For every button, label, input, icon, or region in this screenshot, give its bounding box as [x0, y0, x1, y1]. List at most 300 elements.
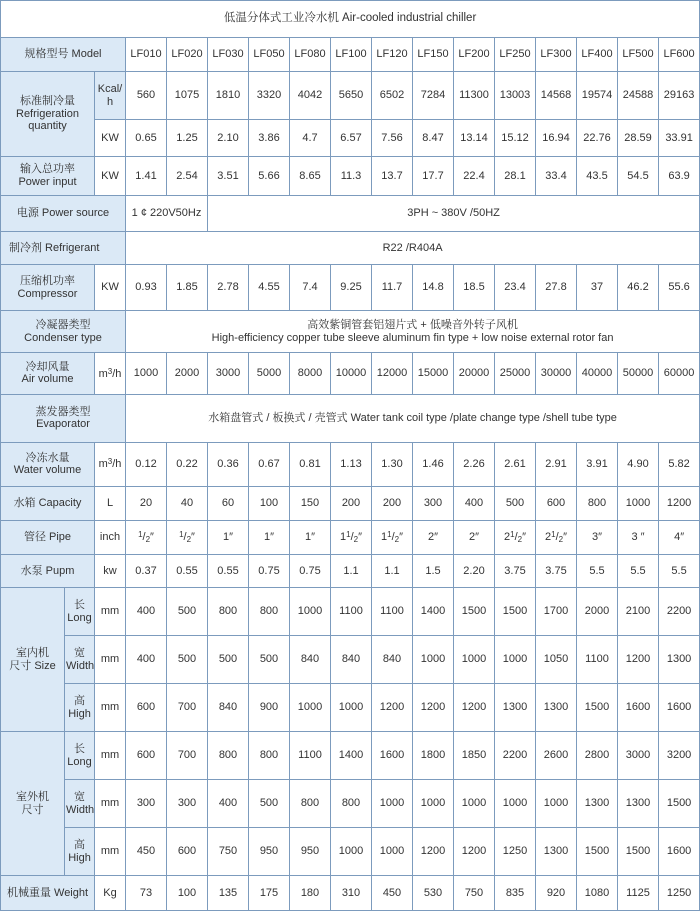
- outdoor-dimension-cell: 1000: [413, 780, 454, 828]
- pipe-whole: 1: [304, 531, 312, 544]
- compressor-cell: 4.55: [249, 265, 290, 311]
- water-volume-cell: 5.82: [659, 442, 700, 486]
- pipe-mark: ″: [150, 531, 154, 544]
- outdoor-dimension-cell: 1500: [577, 828, 618, 876]
- outdoor-dimension-cell: 1300: [577, 780, 618, 828]
- outdoor-dimension-cell: 1200: [413, 828, 454, 876]
- weight-cell: 180: [290, 876, 331, 911]
- model-cell: LF400: [577, 37, 618, 71]
- power-input-label-en: Power input: [18, 175, 77, 188]
- kw-cell: 6.57: [331, 120, 372, 157]
- kcal-unit-a: Kcal/: [97, 82, 123, 95]
- pipe-den: 2: [145, 535, 151, 545]
- indoor-dimension-cell: 1000: [331, 684, 372, 732]
- refrigerant-row: [1, 231, 700, 264]
- outdoor-dimension-cell: 300: [126, 780, 167, 828]
- model-cell: LF080: [290, 37, 331, 71]
- power-input-label: [1, 156, 95, 196]
- outdoor-dimension-unit: mm: [95, 828, 126, 876]
- indoor-dimension-cell: 1300: [495, 684, 536, 732]
- indoor-label-cn: 室内机: [16, 646, 49, 659]
- power-input-cell: 5.66: [249, 156, 290, 196]
- outdoor-dimension-unit: mm: [95, 780, 126, 828]
- pipe-mark: ″: [640, 531, 645, 544]
- air-volume-cell: 5000: [249, 353, 290, 395]
- pipe-slash: /: [142, 531, 146, 544]
- pipe-den: 2: [353, 535, 359, 545]
- evaporator-label: [1, 394, 126, 442]
- refrigerant-label: 制冷剂 Refrigerant: [1, 231, 126, 264]
- weight-cell: 530: [413, 876, 454, 911]
- kcal-cell: 3320: [249, 72, 290, 120]
- air-volume-label-cn: 冷却风量: [25, 360, 70, 373]
- pump-cell: 5.5: [577, 554, 618, 587]
- pipe-num: 1: [551, 530, 556, 540]
- indoor-dimension-cell: 400: [126, 588, 167, 636]
- air-volume-unit: [95, 353, 126, 395]
- water-volume-cell: 0.22: [167, 442, 208, 486]
- condenser-label-en: Condenser type: [24, 331, 102, 344]
- air-volume-row: [1, 353, 700, 395]
- pipe-cell: [454, 521, 495, 554]
- capacity-cell: 200: [331, 486, 372, 520]
- outdoor-dimension-cell: 1000: [536, 780, 577, 828]
- power-input-cell: 28.1: [495, 156, 536, 196]
- power-input-cell: 54.5: [618, 156, 659, 196]
- pipe-mark: ″: [563, 531, 567, 544]
- compressor-cell: 55.6: [659, 265, 700, 311]
- pump-cell: 0.55: [208, 554, 249, 587]
- power-input-cell: 43.5: [577, 156, 618, 196]
- kw-cell: 7.56: [372, 120, 413, 157]
- model-cell: LF050: [249, 37, 290, 71]
- compressor-cell: 1.85: [167, 265, 208, 311]
- model-cell: LF120: [372, 37, 413, 71]
- power-input-cell: 3.51: [208, 156, 249, 196]
- indoor-label-en: 尺寸 Size: [9, 659, 56, 672]
- pump-cell: 0.75: [290, 554, 331, 587]
- indoor-dimension-cell: 500: [249, 636, 290, 684]
- power-input-label-cn: 输入总功率: [20, 163, 75, 176]
- outdoor-dimension-cell: 800: [331, 780, 372, 828]
- refrigerant-value: R22 /R404A: [126, 231, 700, 264]
- water-volume-cell: 1.30: [372, 442, 413, 486]
- pipe-num: 1: [179, 530, 184, 540]
- outdoor-dimension-cell: 300: [167, 780, 208, 828]
- water-volume-cell: 0.12: [126, 442, 167, 486]
- pipe-num: 1: [510, 530, 515, 540]
- air-volume-cell: 60000: [659, 353, 700, 395]
- model-cell: LF600: [659, 37, 700, 71]
- weight-cell: 175: [249, 876, 290, 911]
- indoor-dimension-cell: 1200: [454, 684, 495, 732]
- water-volume-cell: 2.26: [454, 442, 495, 486]
- air-volume-cell: 2000: [167, 353, 208, 395]
- outdoor-dimension-unit: mm: [95, 732, 126, 780]
- pump-cell: 1.1: [372, 554, 413, 587]
- indoor-dimension-cell: 800: [208, 588, 249, 636]
- power-source-three: 3PH ~ 380V /50HZ: [208, 196, 700, 232]
- power-source-row: [1, 196, 700, 232]
- outdoor-width-row: [1, 780, 700, 828]
- pipe-cell: [249, 521, 290, 554]
- pipe-mark: ″: [598, 531, 603, 544]
- water-volume-cell: 0.36: [208, 442, 249, 486]
- outdoor-dimension-cell: 1500: [618, 828, 659, 876]
- indoor-dimension-cell: 1300: [659, 636, 700, 684]
- evaporator-row: [1, 394, 700, 442]
- model-cell: LF250: [495, 37, 536, 71]
- condenser-label: [1, 311, 126, 353]
- outdoor-dimension-label: [65, 780, 95, 828]
- outdoor-dimension-cell: 1200: [454, 828, 495, 876]
- pipe-cell: [495, 521, 536, 554]
- model-row: [1, 37, 700, 71]
- air-volume-unit-a: m: [98, 367, 108, 380]
- pipe-mark: ″: [434, 531, 439, 544]
- pump-cell: 3.75: [495, 554, 536, 587]
- weight-unit: Kg: [95, 876, 126, 911]
- power-source-single: 1 ¢ 220V50Hz: [126, 196, 208, 232]
- kcal-cell: 14568: [536, 72, 577, 120]
- outdoor-dimension-label-en: Long: [67, 755, 92, 768]
- refrigeration-kw-row: [1, 120, 700, 157]
- weight-cell: 73: [126, 876, 167, 911]
- power-source-label: 电源 Power source: [1, 196, 126, 232]
- air-volume-cell: 30000: [536, 353, 577, 395]
- pipe-mark: ″: [311, 531, 316, 544]
- outdoor-dimension-cell: 2600: [536, 732, 577, 780]
- pipe-mark: ″: [229, 531, 234, 544]
- indoor-dimension-label-en: High: [68, 707, 91, 720]
- pipe-whole: 2: [427, 531, 435, 544]
- air-volume-cell: 12000: [372, 353, 413, 395]
- outdoor-dimension-cell: 1600: [372, 732, 413, 780]
- outdoor-dimension-cell: 800: [208, 732, 249, 780]
- pump-cell: 1.5: [413, 554, 454, 587]
- indoor-dimension-unit: mm: [95, 684, 126, 732]
- model-cell: LF020: [167, 37, 208, 71]
- indoor-dimension-cell: 840: [331, 636, 372, 684]
- indoor-dimension-cell: 1300: [536, 684, 577, 732]
- outdoor-dimension-cell: 2200: [495, 732, 536, 780]
- compressor-cell: 7.4: [290, 265, 331, 311]
- model-cell: LF300: [536, 37, 577, 71]
- kcal-cell: 4042: [290, 72, 331, 120]
- capacity-unit: L: [95, 486, 126, 520]
- kcal-cell: 1075: [167, 72, 208, 120]
- water-volume-cell: 1.13: [331, 442, 372, 486]
- pipe-cell: [618, 521, 659, 554]
- outdoor-dimension-cell: 600: [126, 732, 167, 780]
- kcal-cell: 29163: [659, 72, 700, 120]
- indoor-dimension-cell: 900: [249, 684, 290, 732]
- capacity-cell: 200: [372, 486, 413, 520]
- water-volume-cell: 2.91: [536, 442, 577, 486]
- indoor-dimension-cell: 1000: [495, 636, 536, 684]
- pipe-cell: [372, 521, 413, 554]
- air-volume-cell: 25000: [495, 353, 536, 395]
- compressor-cell: 27.8: [536, 265, 577, 311]
- water-volume-label-cn: 冷冻水量: [25, 451, 70, 464]
- pipe-cell: [659, 521, 700, 554]
- kw-cell: 8.47: [413, 120, 454, 157]
- compressor-unit: KW: [95, 265, 126, 311]
- indoor-width-row: [1, 636, 700, 684]
- weight-cell: 1080: [577, 876, 618, 911]
- indoor-dimension-cell: 1050: [536, 636, 577, 684]
- outdoor-dimension-cell: 950: [290, 828, 331, 876]
- pipe-mark: ″: [358, 531, 362, 544]
- pipe-num: 1: [387, 530, 392, 540]
- outdoor-dimension-cell: 450: [126, 828, 167, 876]
- weight-cell: 135: [208, 876, 249, 911]
- compressor-label: [1, 265, 95, 311]
- model-cell: LF030: [208, 37, 249, 71]
- compressor-cell: 23.4: [495, 265, 536, 311]
- indoor-dimension-cell: 840: [290, 636, 331, 684]
- outdoor-label-cn: 室外机: [16, 791, 49, 804]
- power-input-unit: KW: [95, 156, 126, 196]
- indoor-dimension-label: [65, 636, 95, 684]
- kw-cell: 16.94: [536, 120, 577, 157]
- pipe-den: 2: [517, 535, 523, 545]
- outdoor-dimension-cell: 1000: [495, 780, 536, 828]
- water-volume-row: [1, 442, 700, 486]
- pipe-cell: [536, 521, 577, 554]
- pipe-label: 管径 Pipe: [1, 521, 95, 554]
- water-volume-unit-a: m: [98, 458, 108, 471]
- pump-unit: kw: [95, 554, 126, 587]
- weight-cell: 1125: [618, 876, 659, 911]
- condenser-row: [1, 311, 700, 353]
- kw-cell: 13.14: [454, 120, 495, 157]
- indoor-dimension-cell: 1200: [413, 684, 454, 732]
- pump-label: 水泵 Pupm: [1, 554, 95, 587]
- outdoor-dimension-label: [65, 732, 95, 780]
- kw-cell: 2.10: [208, 120, 249, 157]
- compressor-cell: 37: [577, 265, 618, 311]
- indoor-dimension-label-cn: 宽: [74, 646, 85, 659]
- compressor-cell: 2.78: [208, 265, 249, 311]
- indoor-dimension-cell: 1600: [659, 684, 700, 732]
- pipe-den: 2: [186, 535, 192, 545]
- water-volume-cell: 4.90: [618, 442, 659, 486]
- capacity-cell: 60: [208, 486, 249, 520]
- outdoor-dimension-label: [65, 828, 95, 876]
- indoor-long-row: [1, 588, 700, 636]
- evaporator-value: 水箱盘管式 / 板换式 / 壳管式 Water tank coil type /plate change type /shell tube type: [126, 394, 700, 442]
- indoor-dimension-cell: 1400: [413, 588, 454, 636]
- pipe-whole: 2: [468, 531, 476, 544]
- outdoor-label-en: 尺寸: [21, 803, 44, 816]
- pipe-row: [1, 521, 700, 554]
- outdoor-dimension-cell: 2800: [577, 732, 618, 780]
- indoor-label: [1, 588, 65, 732]
- capacity-cell: 800: [577, 486, 618, 520]
- outdoor-dimension-label-cn: 长: [74, 743, 85, 756]
- indoor-dimension-unit: mm: [95, 588, 126, 636]
- pipe-mark: ″: [191, 531, 195, 544]
- compressor-cell: 14.8: [413, 265, 454, 311]
- pipe-whole: 1: [381, 531, 388, 544]
- indoor-dimension-cell: 2000: [577, 588, 618, 636]
- pipe-whole: 2: [504, 531, 511, 544]
- indoor-dimension-cell: 400: [126, 636, 167, 684]
- water-volume-cell: 3.91: [577, 442, 618, 486]
- pipe-slash: /: [391, 531, 395, 544]
- outdoor-high-row: [1, 828, 700, 876]
- indoor-dimension-cell: 500: [208, 636, 249, 684]
- compressor-cell: 18.5: [454, 265, 495, 311]
- pump-cell: 0.37: [126, 554, 167, 587]
- pump-cell: 0.55: [167, 554, 208, 587]
- weight-cell: 835: [495, 876, 536, 911]
- pipe-cell: [413, 521, 454, 554]
- pipe-den: 2: [394, 535, 400, 545]
- capacity-cell: 300: [413, 486, 454, 520]
- condenser-label-cn: 冷凝器类型: [35, 318, 91, 331]
- indoor-dimension-cell: 1500: [495, 588, 536, 636]
- model-label: 规格型号 Model: [1, 37, 126, 71]
- indoor-dimension-cell: 500: [167, 588, 208, 636]
- outdoor-dimension-cell: 1400: [331, 732, 372, 780]
- kcal-cell: 19574: [577, 72, 618, 120]
- outdoor-dimension-cell: 700: [167, 732, 208, 780]
- kcal-cell: 11300: [454, 72, 495, 120]
- indoor-dimension-label-en: Long: [67, 611, 92, 624]
- outdoor-long-row: [1, 732, 700, 780]
- kw-cell: 0.65: [126, 120, 167, 157]
- power-input-cell: 22.4: [454, 156, 495, 196]
- capacity-cell: 1200: [659, 486, 700, 520]
- indoor-dimension-cell: 1000: [290, 588, 331, 636]
- indoor-dimension-cell: 800: [249, 588, 290, 636]
- weight-row: [1, 876, 700, 911]
- weight-cell: 920: [536, 876, 577, 911]
- title-row: [1, 1, 700, 38]
- power-input-cell: 11.3: [331, 156, 372, 196]
- power-input-cell: 2.54: [167, 156, 208, 196]
- power-input-cell: 17.7: [413, 156, 454, 196]
- water-volume-cell: 0.67: [249, 442, 290, 486]
- weight-label: 机械重量 Weight: [1, 876, 95, 911]
- outdoor-dimension-cell: 1100: [290, 732, 331, 780]
- evaporator-label-cn: 蒸发器类型: [35, 405, 91, 418]
- pipe-cell: [290, 521, 331, 554]
- pipe-cell: [126, 521, 167, 554]
- indoor-dimension-cell: 840: [372, 636, 413, 684]
- outdoor-dimension-cell: 3000: [618, 732, 659, 780]
- compressor-label-en: Compressor: [17, 287, 78, 300]
- weight-cell: 750: [454, 876, 495, 911]
- refrigeration-label-en: Refrigeration quantity: [16, 107, 79, 133]
- capacity-cell: 150: [290, 486, 331, 520]
- kcal-cell: 13003: [495, 72, 536, 120]
- pipe-slash: /: [183, 531, 187, 544]
- indoor-dimension-cell: 2200: [659, 588, 700, 636]
- pipe-mark: ″: [680, 531, 685, 544]
- capacity-cell: 40: [167, 486, 208, 520]
- water-volume-label: [1, 442, 95, 486]
- indoor-dimension-cell: 1000: [454, 636, 495, 684]
- capacity-cell: 100: [249, 486, 290, 520]
- indoor-dimension-cell: 1500: [454, 588, 495, 636]
- indoor-dimension-cell: 700: [167, 684, 208, 732]
- outdoor-dimension-cell: 600: [167, 828, 208, 876]
- outdoor-dimension-cell: 400: [208, 780, 249, 828]
- pipe-mark: ″: [475, 531, 480, 544]
- water-volume-label-en: Water volume: [13, 464, 82, 477]
- capacity-cell: 1000: [618, 486, 659, 520]
- pipe-unit: inch: [95, 521, 126, 554]
- pipe-mark: ″: [270, 531, 275, 544]
- outdoor-dimension-cell: 950: [249, 828, 290, 876]
- indoor-dimension-cell: 1000: [290, 684, 331, 732]
- kw-cell: 4.7: [290, 120, 331, 157]
- outdoor-dimension-cell: 1000: [372, 780, 413, 828]
- power-input-cell: 33.4: [536, 156, 577, 196]
- air-volume-cell: 50000: [618, 353, 659, 395]
- pump-cell: 0.75: [249, 554, 290, 587]
- kw-cell: 28.59: [618, 120, 659, 157]
- indoor-dimension-label-cn: 高: [74, 695, 85, 707]
- kw-cell: 15.12: [495, 120, 536, 157]
- air-volume-label-en: Air volume: [21, 373, 74, 386]
- outdoor-dimension-cell: 1250: [495, 828, 536, 876]
- air-volume-unit-b: /h: [112, 367, 122, 380]
- indoor-dimension-label-cn: 长: [74, 598, 85, 611]
- air-volume-cell: 8000: [290, 353, 331, 395]
- outdoor-dimension-label-en: Width: [66, 803, 95, 816]
- outdoor-dimension-cell: 800: [249, 732, 290, 780]
- kw-unit: KW: [95, 120, 126, 157]
- pipe-cell: [331, 521, 372, 554]
- kcal-cell: 24588: [618, 72, 659, 120]
- indoor-dimension-cell: 1100: [577, 636, 618, 684]
- outdoor-dimension-cell: 1600: [659, 828, 700, 876]
- pipe-cell: [167, 521, 208, 554]
- kcal-unit-b: h: [106, 95, 114, 108]
- compressor-row: [1, 265, 700, 311]
- outdoor-dimension-cell: 1000: [454, 780, 495, 828]
- compressor-cell: 46.2: [618, 265, 659, 311]
- pipe-whole: 1: [222, 531, 230, 544]
- pipe-num: 1: [346, 530, 351, 540]
- pipe-cell: [208, 521, 249, 554]
- indoor-dimension-label: [65, 684, 95, 732]
- power-input-cell: 1.41: [126, 156, 167, 196]
- outdoor-dimension-cell: 1800: [413, 732, 454, 780]
- indoor-dimension-label: [65, 588, 95, 636]
- weight-cell: 100: [167, 876, 208, 911]
- weight-cell: 1250: [659, 876, 700, 911]
- air-volume-cell: 15000: [413, 353, 454, 395]
- pipe-den: 2: [558, 535, 564, 545]
- indoor-dimension-cell: 1100: [331, 588, 372, 636]
- air-volume-cell: 20000: [454, 353, 495, 395]
- model-cell: LF010: [126, 37, 167, 71]
- kw-cell: 22.76: [577, 120, 618, 157]
- pipe-slash: /: [555, 531, 559, 544]
- outdoor-dimension-cell: 800: [290, 780, 331, 828]
- indoor-dimension-cell: 1200: [372, 684, 413, 732]
- pipe-whole: 1: [340, 531, 347, 544]
- pump-cell: 3.75: [536, 554, 577, 587]
- water-volume-cell: 0.81: [290, 442, 331, 486]
- air-volume-cell: 40000: [577, 353, 618, 395]
- weight-cell: 450: [372, 876, 413, 911]
